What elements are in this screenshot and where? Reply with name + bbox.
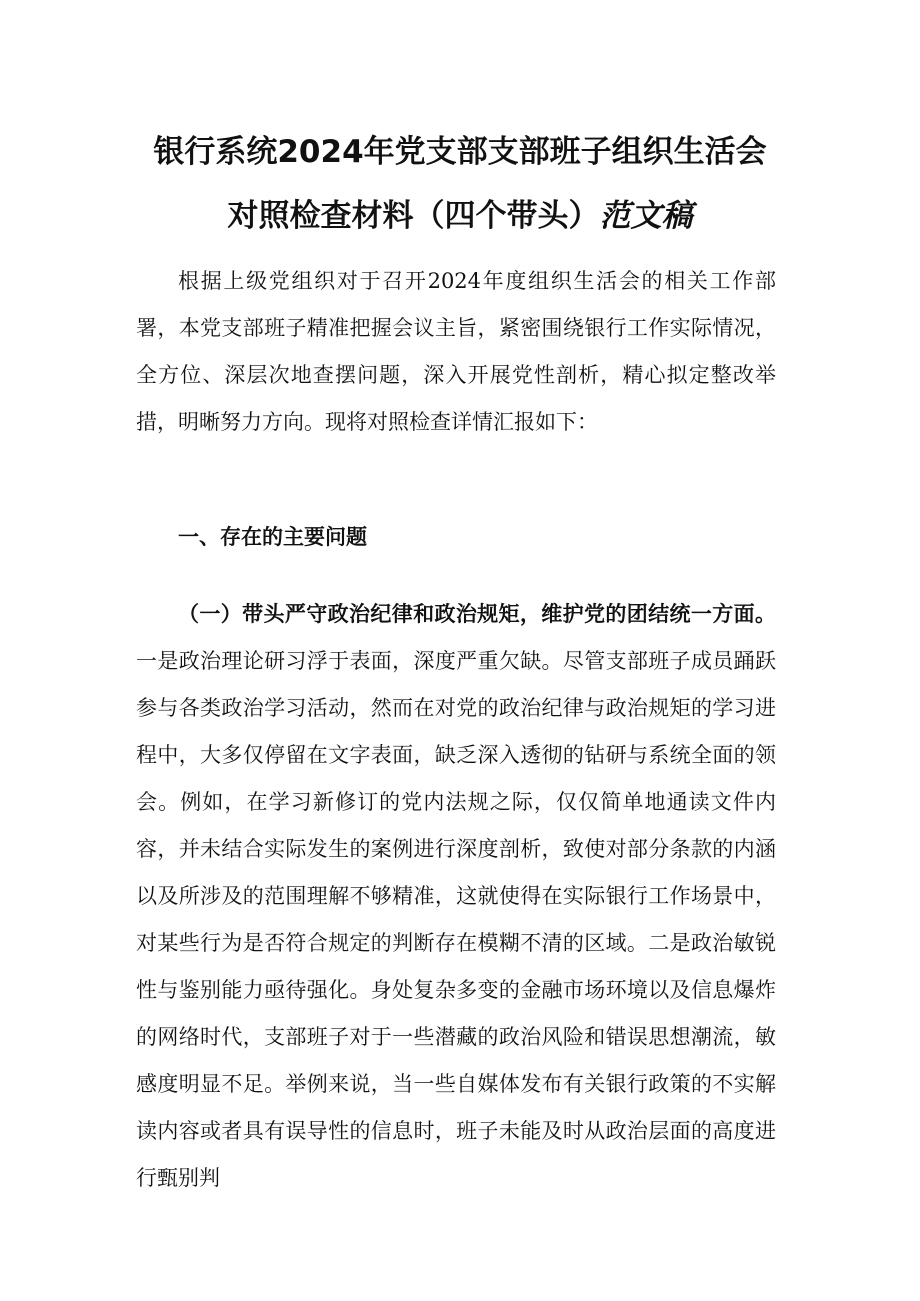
subsection-1-paragraph: [136, 590, 776, 1202]
intro-paragraph-text: 根据上级党组织对于召开2024年度组织生活会的相关工作部署，本党支部班子精准把握会议主旨，紧密围绕银行工作实际情况，全方位、深层次地查摆问题，深入开展党性剖析，精心拟定整改举措，明晰努力方向。现将对照检查详情汇报如下：: [136, 269, 776, 434]
subsection-1-body: 一是政治理论研习浮于表面，深度严重欠缺。尽管支部班子成员踊跃参与各类政治学习活动，然而在对党的政治纪律与政治规矩的学习进程中，大多仅停留在文字表面，缺乏深入透彻的钻研与系统全面的领会。例如，在学习新修订的党内法规之际，仅仅简单地通读文件内容，并未结合实际发生的案例进行深度剖析，致使对部分条款的内涵以及所涉及的范围理解不够精准，这就使得在实际银行工作场景中，对某些行为是否符合规定的判断存在模糊不清的区域。二是政治敏锐性与鉴别能力亟待强化。身处复杂多变的金融市场环境以及信息爆炸的网络时代，支部班子对于一些潜藏的政治风险和错误思想潮流，敏感度明显不足。举例来说，当一些自媒体发布有关银行政策的不实解读内容或者具有误导性的信息时，班子未能及时从政治层面的高度进行甄别判: [136, 649, 776, 1190]
title-line2-suffix-text: 范文稿: [599, 198, 693, 234]
title-line1-text: 银行系统2024年党支部支部班子组织生活会: [153, 134, 767, 170]
section-heading-1: [178, 513, 367, 560]
title-line2-main-text: 对照检查材料（四个带头）: [227, 198, 600, 234]
subsection-1-heading: （一）带头严守政治纪律和政治规矩，维护党的团结统一方面。: [178, 601, 776, 626]
section-heading-1-text: 一、存在的主要问题: [178, 524, 367, 549]
document-title-line2: [0, 196, 920, 236]
document-title-line1: [0, 132, 920, 172]
intro-paragraph: [136, 258, 776, 446]
